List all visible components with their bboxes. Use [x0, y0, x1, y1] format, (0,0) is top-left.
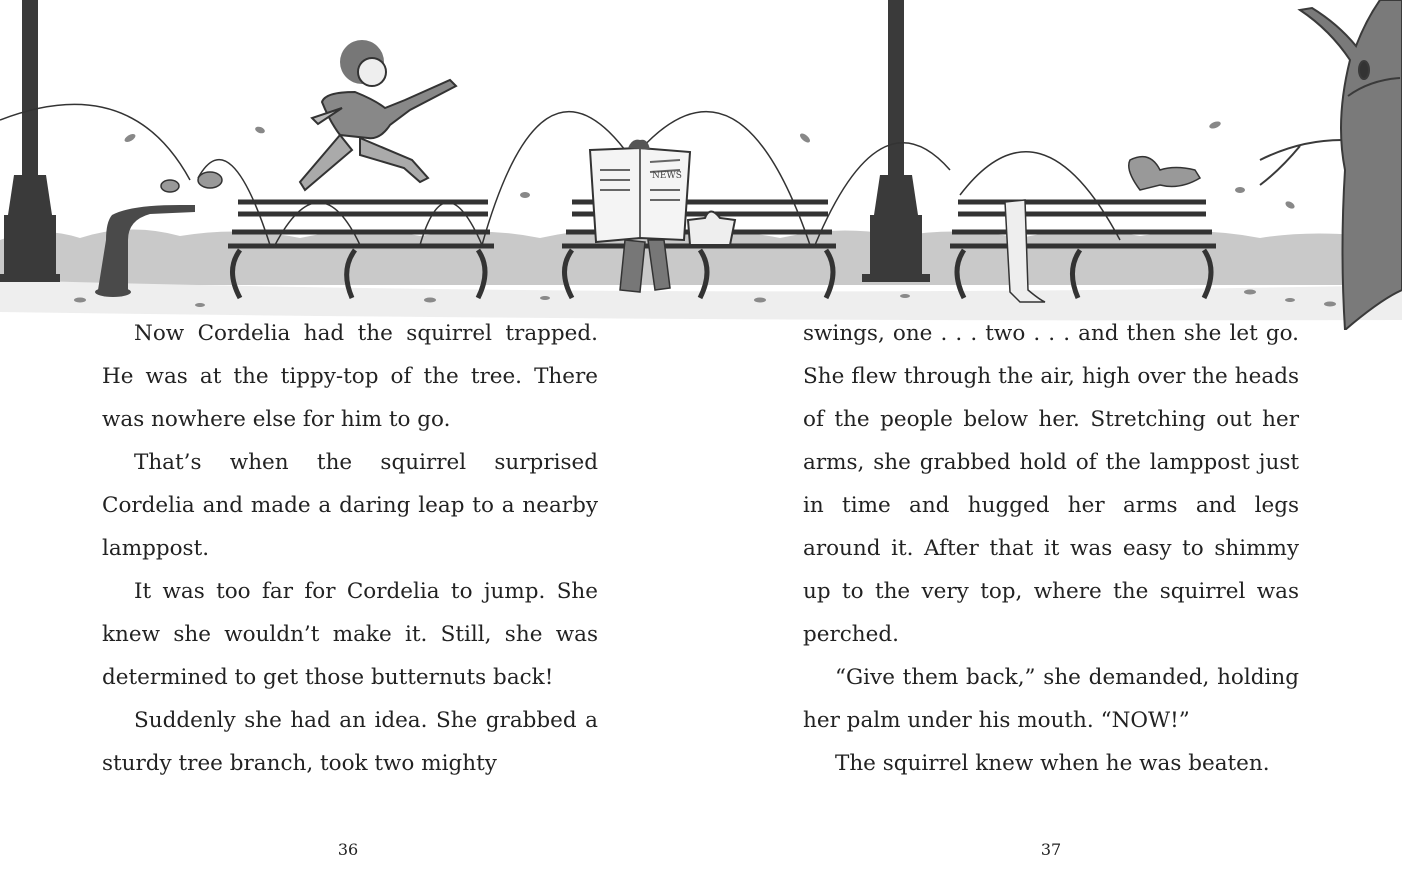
- newspaper-masthead: NEWS: [652, 171, 682, 181]
- paragraph: The squirrel knew when he was beaten.: [835, 751, 1270, 776]
- falling-leaves: [123, 120, 1296, 210]
- paragraph: “Give them back,” she demanded, holding her palm under his mouth. “NOW!”: [803, 665, 1299, 733]
- paragraph: swings, one . . . two . . . and then she let go. She flew through the air, high over the heads of the people below her. Stretching out her arms, she grabbed hold of the lamppost just in time and hugged her arms and legs around it. After that it was easy to shimmy up to the very top, where the squirrel was perched.: [803, 321, 1299, 647]
- paragraph: Now Cordelia had the squirrel trapped. He was at the tippy-top of the tree. There was nowhere else for him to go.: [102, 321, 598, 432]
- paragraph: Suddenly she had an idea. She grabbed a sturdy tree branch, took two mighty: [102, 708, 598, 776]
- squirrel: [1129, 157, 1200, 190]
- left-page-text: [102, 312, 598, 785]
- page-number-left: 36: [337, 840, 359, 859]
- park-illustration: [0, 0, 1402, 330]
- paragraph: It was too far for Cordelia to jump. She knew she wouldn’t make it. Still, she was determined to get those butternuts back!: [102, 579, 598, 690]
- bounce-arcs: [0, 104, 1120, 245]
- birds: [161, 172, 222, 192]
- lamppost-center: [862, 0, 930, 282]
- girl-leaping: [300, 40, 456, 190]
- paragraph: That’s when the squirrel surprised Cordelia and made a daring leap to a nearby lamppost.: [102, 450, 598, 561]
- lamppost-left: [0, 0, 60, 282]
- right-page-text: [803, 312, 1299, 785]
- page-number-right: 37: [1040, 840, 1062, 859]
